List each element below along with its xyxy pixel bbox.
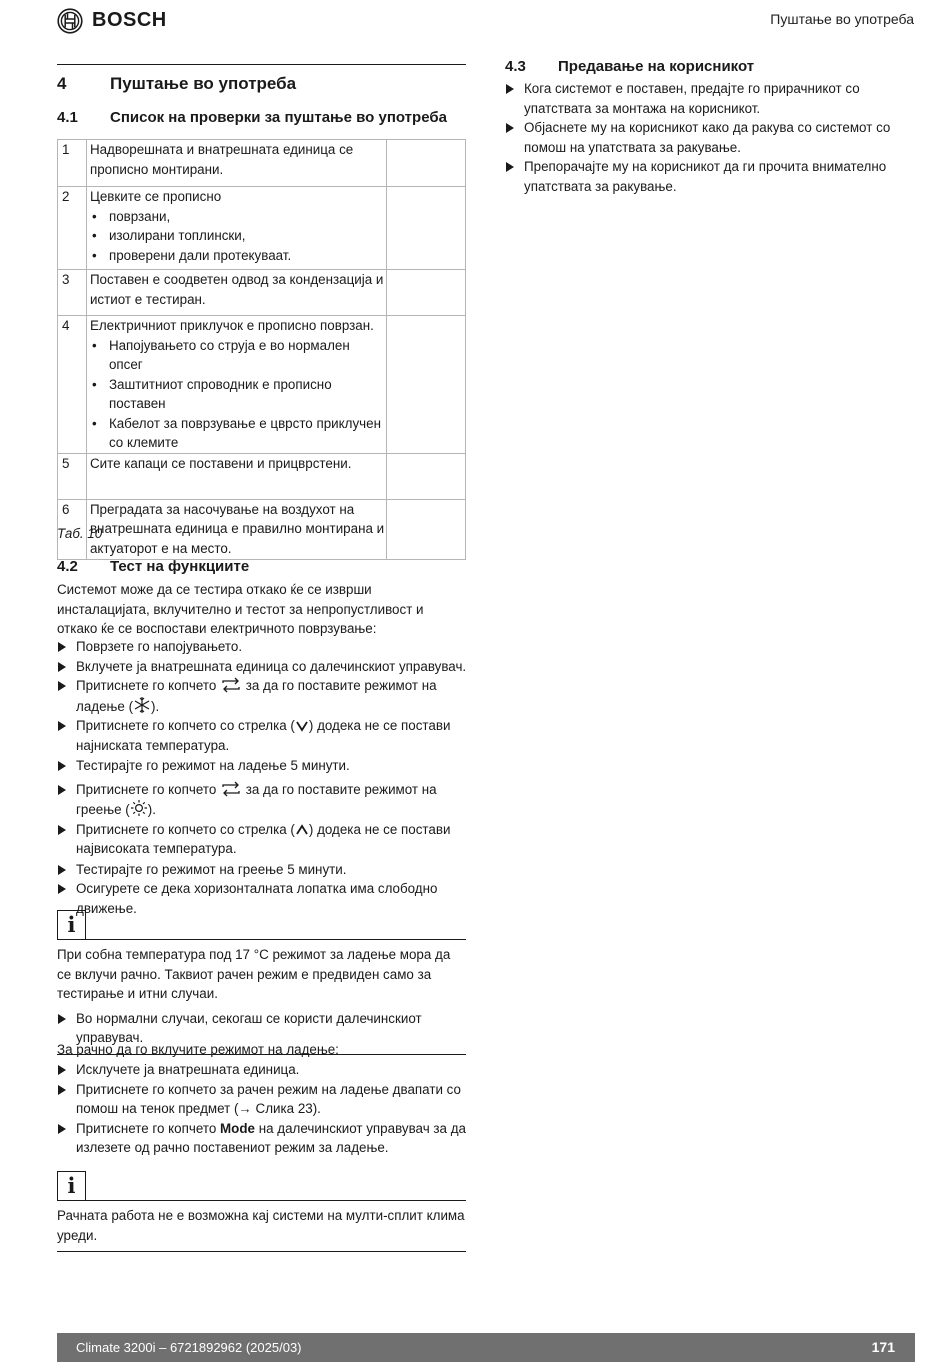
brand-name: BOSCH (92, 9, 167, 32)
sun-icon (130, 799, 148, 817)
table-row (58, 453, 466, 499)
row-number: 1 (58, 140, 87, 187)
row-number: 5 (58, 453, 87, 499)
list-item: Кога системот е поставен, предајте го прирачникот со упатствата за монтажа на корисникот. (505, 79, 915, 118)
bullet-item: • изолирани топлински, (90, 226, 384, 246)
step-text: на далечинскиот управувач за да излезете од рачно поставениот режим за ладење. (76, 1120, 466, 1155)
document-id: Climate 3200i – 6721892962 (2025/03) (76, 1340, 302, 1355)
step-text: ). (151, 698, 160, 714)
row-description: Преградата за насочување на воздухот на внатрешната единица е правилно монтирана и актуаторот е на место. (89, 501, 385, 556)
list-item: Исклучете ја внатрешната единица. (57, 1060, 467, 1080)
step-text: ) додека не се постави најниската температура. (76, 718, 451, 753)
row-number: 2 (58, 187, 87, 270)
step-text: Вклучете ја внатрешната единица со далечинскиот управувач. (76, 658, 467, 674)
bosch-armature-icon (57, 8, 83, 34)
step-text: Притиснете го копчето (76, 1120, 221, 1136)
info-header (57, 910, 466, 940)
function-test-steps (57, 637, 467, 918)
check-cell (387, 499, 466, 559)
row-text (86, 453, 386, 499)
list-item: Тестирајте го режимот на греење 5 минути. (57, 860, 467, 880)
arrow-right-icon: → (238, 1101, 252, 1116)
list-item (57, 657, 467, 677)
list-item (57, 1080, 467, 1119)
section-number: 4 (57, 74, 67, 93)
row-text (86, 316, 386, 454)
table-row (58, 140, 466, 187)
step-text: Притиснете го копчето со стрелка ( (76, 821, 295, 837)
mode-button-label: Mode (220, 1120, 255, 1136)
bullet-item: • Кабелот за поврзување е цврсто приклучен со клемите (90, 414, 384, 453)
list-item: Осигурете се дека хоризонталната лопатка има слободно движење. (57, 879, 467, 918)
step-text: за да го поставите режимот на греење ( (76, 781, 437, 817)
list-item (57, 716, 467, 755)
arrow-up-icon (295, 823, 309, 837)
row-number: 3 (58, 270, 87, 316)
list-item (57, 820, 467, 859)
info-text: При собна температура под 17 °C режимот за ладење мора да се вклучи рачно. Таквиот рачен режим е предвиден само за тестирање и итни случаи. (57, 947, 451, 1001)
step-text: Притиснете го копчето (76, 781, 217, 797)
list-item: Во нормални случаи, секогаш се користи далечинскиот управувач. (57, 1009, 467, 1048)
step-text: Притиснете го копчето за рачен режим на ладење двапати со помош на тенок предмет ( (76, 1081, 461, 1116)
row-description: Надворешната и внатрешната единица се прописно монтирани. (89, 142, 354, 177)
table-row (58, 499, 466, 559)
info-note-cooling (57, 910, 466, 1055)
list-item: Тестирајте го режимот на ладење 5 минути. (57, 756, 467, 776)
list-item (57, 780, 467, 820)
list-item: Објаснете му на корисникот како да ракува со системот со помош на упатствата за ракување. (505, 118, 915, 157)
section-title: Тест на функциите (110, 558, 250, 575)
divider (86, 1200, 466, 1201)
row-text (86, 187, 386, 270)
row-text (86, 140, 386, 187)
info-body (57, 940, 466, 1055)
figure-reference[interactable]: Слика 23). (251, 1101, 321, 1116)
row-description: Електричниот приклучок е прописно поврзан. (89, 318, 374, 333)
info-icon: i (57, 910, 86, 940)
row-description: Поставен е соодветен одвод за кондензација и истиот е тестиран. (89, 272, 384, 307)
manual-mode-intro: За рачно да го вклучите режимот на ладење: (57, 1042, 339, 1057)
info-note-multisplit (57, 1171, 466, 1252)
checklist-table (57, 139, 466, 560)
check-cell (387, 140, 466, 187)
divider (86, 939, 466, 940)
bosch-logo (57, 8, 167, 34)
row-description: Сите капаци се поставени и прицврстени. (89, 455, 352, 471)
table-row (58, 187, 466, 270)
bullet-item: • Заштитниот спроводник е прописно поставен (90, 375, 384, 414)
row-description: Цевките се прописно (89, 189, 222, 204)
section-4-3-heading (505, 57, 754, 77)
step-text: ). (147, 802, 156, 817)
list-item (57, 1119, 467, 1158)
check-cell (387, 316, 466, 454)
snowflake-icon (133, 696, 151, 714)
section-number: 4.1 (57, 109, 78, 126)
section-title: Список на проверки за пуштање во употреба (110, 109, 447, 126)
check-cell (387, 270, 466, 316)
table-caption: Таб. 10 (57, 526, 103, 541)
page-footer (57, 1333, 915, 1362)
check-cell (387, 453, 466, 499)
row-number: 6 (58, 499, 87, 559)
row-text (86, 499, 386, 559)
info-text: Рачната работа не е возможна кај системи на мулти-сплит клима уреди. (57, 1208, 465, 1243)
section-4-1-heading (57, 108, 447, 128)
function-test-intro: Системот може да се тестира откако ќе се изврши инсталацијата, вклучително и тестот за непропустливост и откако ќе се воспостави електричното поврзување: (57, 582, 424, 636)
info-icon: i (57, 1171, 86, 1201)
table-row (58, 316, 466, 454)
table-row (58, 270, 466, 316)
info-header (57, 1171, 466, 1201)
section-number: 4.3 (505, 58, 526, 75)
section-number: 4.2 (57, 558, 78, 575)
check-cell (387, 187, 466, 270)
section-title: Предавање на корисникот (558, 58, 755, 75)
mode-switch-icon (220, 781, 242, 797)
row-text (86, 270, 386, 316)
step-text: Притиснете го копчето со стрелка ( (76, 718, 295, 733)
section-4-heading (57, 64, 466, 95)
bullet-item: • проверени дали протекуваат. (90, 246, 384, 266)
list-item: Поврзете го напојувањето. (57, 637, 467, 657)
running-header: Пуштање во употреба (770, 11, 914, 27)
page-number: 171 (871, 1339, 895, 1355)
list-item: Препорачајте му на корисникот да ги прочита внимателно упатствата за ракување. (505, 157, 915, 196)
mode-switch-icon (220, 677, 242, 693)
bullet-item: • Напојувањето со струја е во нормален опсег (90, 336, 384, 375)
manual-mode-steps (57, 1060, 467, 1158)
list-item (57, 676, 467, 716)
step-text: за да го поставите режимот на ладење ( (76, 678, 437, 714)
step-text: ) додека не се постави највисоката температура. (76, 821, 451, 856)
arrow-down-icon (295, 719, 309, 733)
section-title: Пуштање во употреба (110, 74, 297, 93)
info-body (57, 1201, 466, 1252)
bullet-item: • поврзани, (90, 207, 384, 227)
section-4-2-heading (57, 557, 249, 577)
row-number: 4 (58, 316, 87, 454)
step-text: Притиснете го копчето (76, 678, 217, 693)
handover-steps (505, 79, 915, 196)
